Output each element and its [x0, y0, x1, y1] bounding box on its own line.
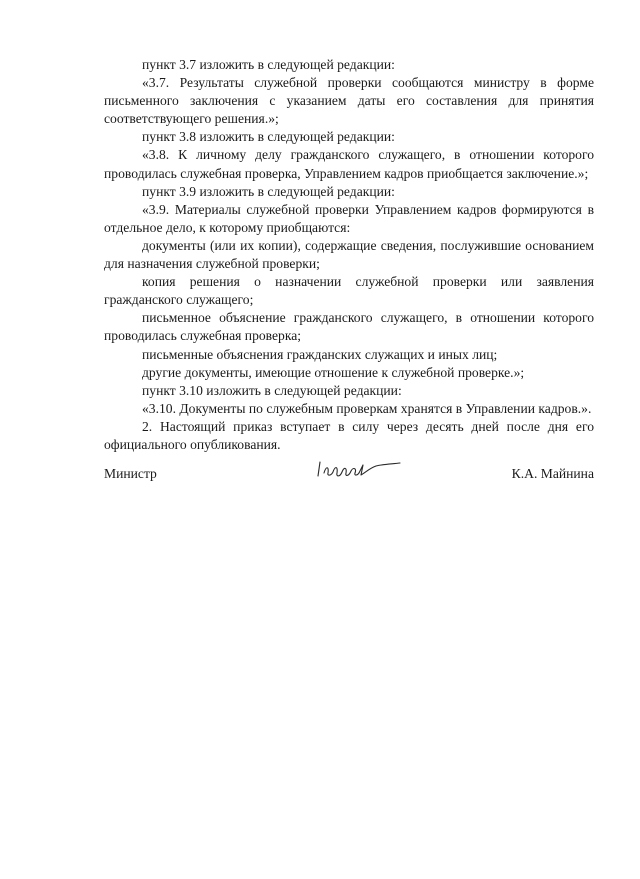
handwritten-signature	[314, 456, 404, 486]
paragraph-12: пункт 3.10 изложить в следующей редакции:	[142, 382, 402, 398]
paragraph-9: письменное объяснение гражданского служащего, в отношении которого проводилась служебная проверка;	[104, 310, 594, 344]
paragraph-4: «3.8. К личному делу гражданского служащего, в отношении которого проводилась служебная проверка, Управлением кадров приобщается заключение.»;	[104, 147, 594, 181]
paragraph-8: копия решения о назначении служебной проверки или заявления гражданского служащего;	[104, 274, 594, 308]
paragraph-7: документы (или их копии), содержащие сведения, послужившие основанием для назначения служебной проверки;	[104, 237, 594, 272]
paragraph-3: пункт 3.8 изложить в следующей редакции:	[142, 129, 395, 145]
signature-block	[104, 462, 594, 492]
paragraph-11: другие документы, имеющие отношение к служебной проверке.»;	[142, 364, 525, 380]
paragraph-13: «3.10. Документы по служебным проверкам хранятся в Управлении кадров.».	[142, 400, 592, 416]
paragraph-10: письменные объяснения гражданских служащих и иных лиц;	[142, 346, 498, 362]
paragraph-5: пункт 3.9 изложить в следующей редакции:	[142, 183, 395, 199]
paragraph-2: «3.7. Результаты служебной проверки сообщаются министру в форме письменного заключения с указанием даты его составления для принятия соответствующего решения.»;	[104, 75, 594, 127]
paragraph-1: пункт 3.7 изложить в следующей редакции:	[142, 57, 395, 72]
paragraph-14: 2. Настоящий приказ вступает в силу через десять дней после дня его официального опубликования.	[104, 418, 594, 452]
document-body	[104, 56, 594, 454]
signatory-position: Министр	[104, 466, 157, 481]
signatory-name: К.А. Майнина	[511, 466, 594, 481]
paragraph-6: «3.9. Материалы служебной проверки Управлением кадров формируются в отдельное дело, к которому приобщаются:	[104, 201, 594, 235]
